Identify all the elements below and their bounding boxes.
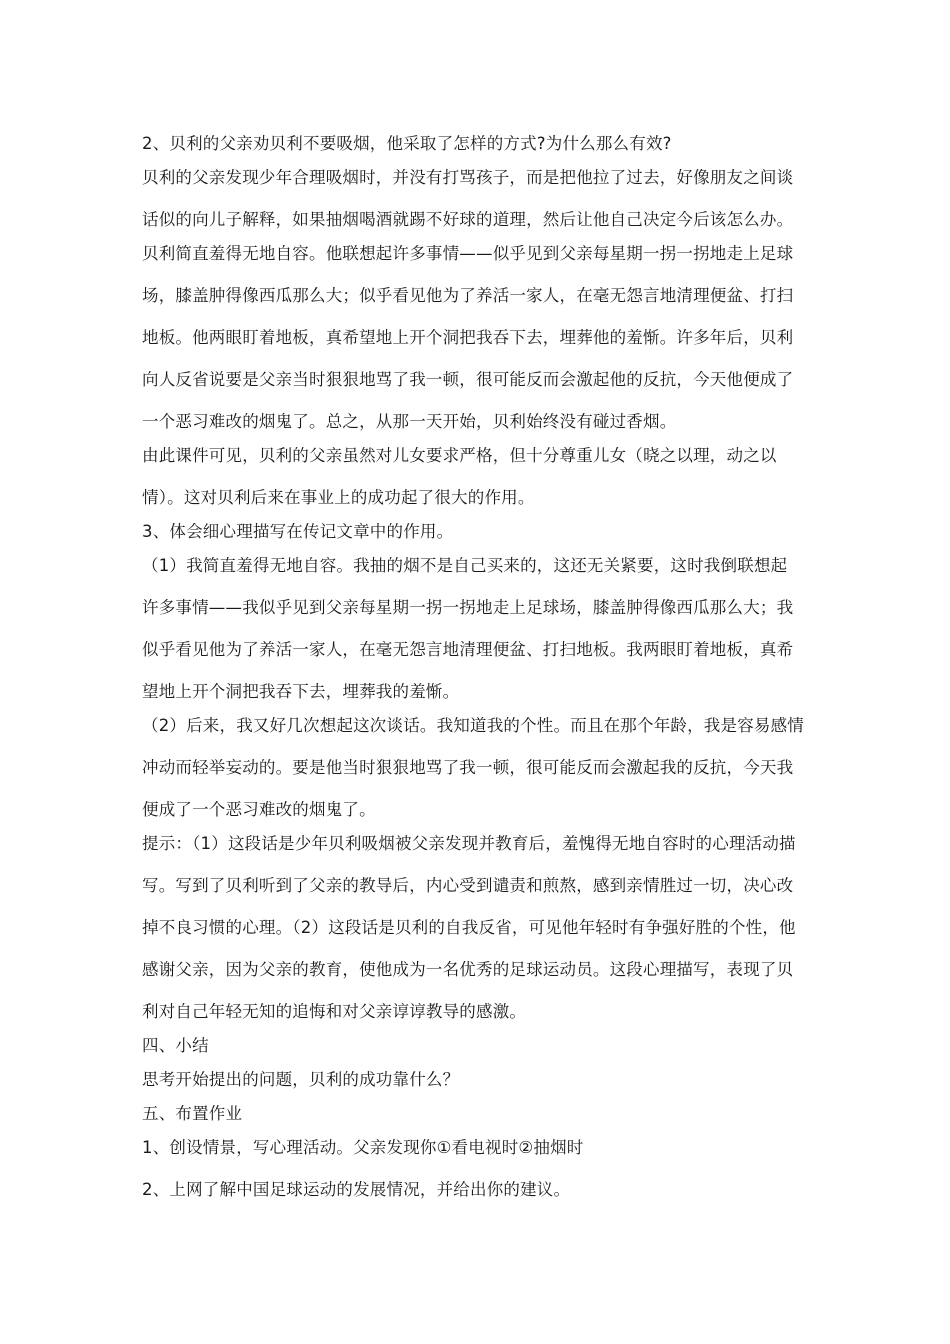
- answer-2-line: 地板。他两眼盯着地板，真希望地上开个洞把我吞下去，埋葬他的羞惭。许多年后，贝利: [142, 328, 794, 347]
- question-2-heading: 2、贝利的父亲劝贝利不要吸烟，他采取了怎样的方式?为什么那么有效?: [142, 134, 672, 153]
- conclusion-line: 由此课件可见，贝利的父亲虽然对儿女要求严格，但十分尊重儿女（晓之以理，动之以: [142, 446, 777, 465]
- homework-item-2: 2、上网了解中国足球运动的发展情况，并给出你的建议。: [142, 1180, 571, 1199]
- hint-line: 写。写到了贝利听到了父亲的教导后，内心受到谴责和煎熬，感到亲情胜过一切，决心改: [142, 876, 794, 895]
- answer-2-line: 贝利简直羞得无地自容。他联想起许多事情——似乎见到父亲每星期一拐一拐地走上足球: [142, 244, 794, 263]
- answer-2-line: 贝利的父亲发现少年合理吸烟时，并没有打骂孩子，而是把他拉了过去，好像朋友之间谈: [142, 168, 794, 187]
- excerpt-1-line: （1）我简直羞得无地自容。我抽的烟不是自己买来的，这还无关紧要，这时我倒联想起: [142, 556, 788, 575]
- excerpt-2-line: （2）后来，我又好几次想起这次谈话。我知道我的个性。而且在那个年龄，我是容易感情: [142, 716, 804, 735]
- answer-2-line: 话似的向儿子解释，如果抽烟喝酒就踢不好球的道理，然后让他自己决定今后该怎么办。: [142, 210, 794, 229]
- answer-2-line: 场，膝盖肿得像西瓜那么大；似乎看见他为了养活一家人，在毫无怨言地清理便盆、打扫: [142, 286, 794, 305]
- conclusion-line: 情）。这对贝利后来在事业上的成功起了很大的作用。: [142, 488, 535, 507]
- hint-line: 提示：（1）这段话是少年贝利吸烟被父亲发现并教育后，羞愧得无地自容时的心理活动描: [142, 834, 796, 853]
- answer-2-line: 一个恶习难改的烟鬼了。总之，从那一天开始，贝利始终没有碰过香烟。: [142, 412, 677, 431]
- excerpt-1-line: 许多事情——我似乎见到父亲每星期一拐一拐地走上足球场，膝盖肿得像西瓜那么大；我: [142, 598, 794, 617]
- excerpt-2-line: 冲动而轻举妄动的。要是他当时狠狠地骂了我一顿，很可能反而会激起我的反抗，今天我: [142, 758, 794, 777]
- section-5-heading: 五、布置作业: [142, 1104, 243, 1123]
- excerpt-1-line: 望地上开个洞把我吞下去，埋葬我的羞惭。: [142, 682, 460, 701]
- excerpt-1-line: 似乎看见他为了养活一家人，在毫无怨言地清理便盆、打扫地板。我两眼盯着地板，真希: [142, 640, 794, 659]
- hint-line: 利对自己年轻无知的追悔和对父亲谆谆教导的感激。: [142, 1002, 527, 1021]
- excerpt-2-line: 便成了一个恶习难改的烟鬼了。: [142, 800, 376, 819]
- hint-line: 掉不良习惯的心理。（2）这段话是贝利的自我反省，可见他年轻时有争强好胜的个性，他: [142, 918, 796, 937]
- answer-2-line: 向人反省说要是父亲当时狠狠地骂了我一顿，很可能反而会激起他的反抗，今天他便成了: [142, 370, 794, 389]
- summary-line: 思考开始提出的问题，贝利的成功靠什么？: [142, 1070, 460, 1089]
- hint-line: 感谢父亲，因为父亲的教育，使他成为一名优秀的足球运动员。这段心理描写，表现了贝: [142, 960, 794, 979]
- section-4-heading: 四、小结: [142, 1036, 209, 1055]
- question-3-heading: 3、体会细心理描写在传记文章中的作用。: [142, 522, 454, 541]
- homework-item-1: 1、创设情景，写心理活动。父亲发现你①看电视时②抽烟时: [142, 1138, 584, 1157]
